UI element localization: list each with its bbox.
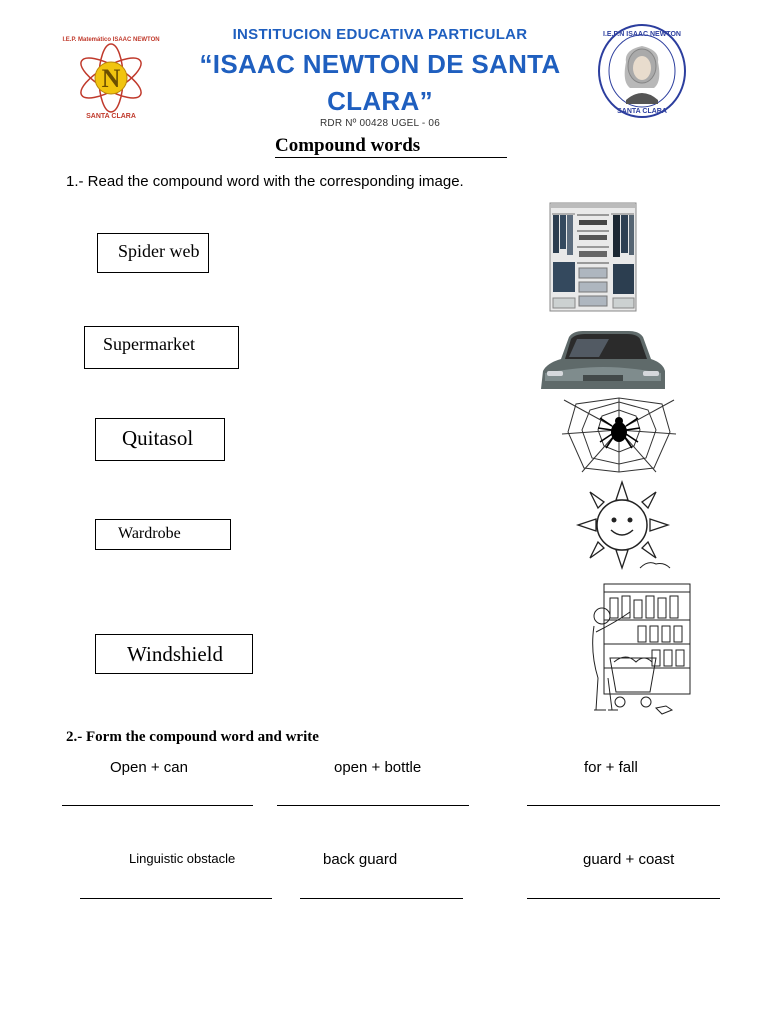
institution-label: INSTITUCION EDUCATIVA PARTICULAR bbox=[232, 26, 528, 43]
svg-text:I.E.P.N ISAAC NEWTON: I.E.P.N ISAAC NEWTON bbox=[603, 31, 681, 38]
exercise-prompt: guard + coast bbox=[583, 851, 675, 868]
image-car bbox=[539, 329, 667, 391]
word-box-spider-web bbox=[97, 233, 209, 273]
word-box-supermarket bbox=[84, 326, 239, 369]
school-logo-left bbox=[62, 32, 160, 120]
supermarket-shopper-icon bbox=[586, 582, 692, 716]
exercise1-instruction: 1.- Read the compound word with the corresponding image. bbox=[66, 173, 464, 190]
answer-line[interactable] bbox=[527, 898, 720, 899]
answer-line[interactable] bbox=[62, 805, 253, 806]
exercise-prompt: back guard bbox=[323, 851, 398, 868]
atom-n-logo-icon bbox=[62, 32, 160, 120]
exercise-prompt: Linguistic obstacle bbox=[129, 851, 236, 866]
word-label: Quitasol bbox=[122, 426, 194, 450]
answer-line[interactable] bbox=[300, 898, 463, 899]
school-name bbox=[160, 46, 600, 120]
smiling-sun-icon bbox=[576, 480, 672, 572]
exercise-prompt: open + bottle bbox=[334, 759, 422, 776]
svg-text:SANTA CLARA: SANTA CLARA bbox=[617, 108, 667, 115]
svg-text:I.E.P. Matemático ISAAC NEWTON: I.E.P. Matemático ISAAC NEWTON bbox=[62, 37, 160, 43]
image-sun bbox=[576, 480, 672, 572]
answer-line[interactable] bbox=[277, 805, 469, 806]
registration-label: RDR Nº 00428 UGEL - 06 bbox=[320, 118, 440, 129]
word-box-quitasol bbox=[95, 418, 225, 461]
word-label: Wardrobe bbox=[118, 525, 181, 542]
spider-web-icon bbox=[560, 396, 678, 474]
word-label: Spider web bbox=[118, 241, 200, 261]
image-wardrobe bbox=[549, 202, 637, 312]
exercise-prompt: Open + can bbox=[110, 759, 188, 776]
school-logo-right bbox=[596, 22, 688, 120]
svg-text:N: N bbox=[101, 64, 121, 93]
newton-portrait-seal-icon bbox=[596, 22, 688, 120]
image-supermarket bbox=[586, 582, 692, 716]
word-label: Supermarket bbox=[103, 334, 195, 354]
car-windshield-icon bbox=[539, 329, 667, 391]
school-name-line1: “ISAAC NEWTON DE SANTA bbox=[199, 49, 561, 79]
answer-line[interactable] bbox=[527, 805, 720, 806]
exercise-prompt: for + fall bbox=[584, 759, 638, 776]
wardrobe-closet-icon bbox=[549, 202, 637, 312]
word-box-wardrobe bbox=[95, 519, 231, 550]
exercise2-instruction: 2.- Form the compound word and write bbox=[66, 729, 319, 745]
page-title: Compound words bbox=[275, 135, 507, 158]
svg-text:SANTA CLARA: SANTA CLARA bbox=[86, 113, 136, 120]
image-spider-web bbox=[560, 396, 678, 474]
word-label: Windshield bbox=[127, 642, 223, 666]
school-name-line2: CLARA” bbox=[327, 86, 433, 116]
word-box-windshield bbox=[95, 634, 253, 674]
answer-line[interactable] bbox=[80, 898, 272, 899]
